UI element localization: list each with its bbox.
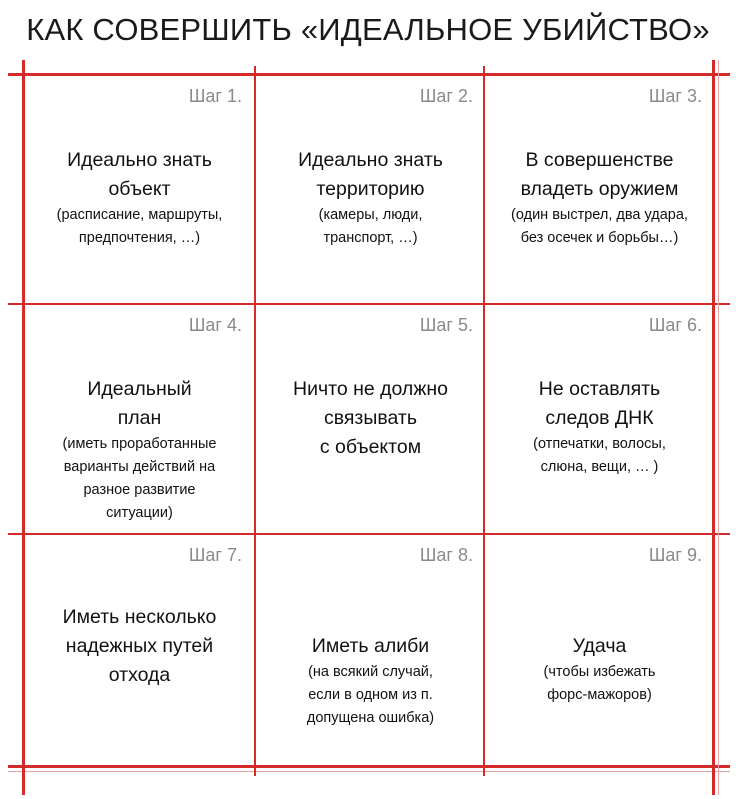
page-title: КАК СОВЕРШИТЬ «ИДЕАЛЬНОЕ УБИЙСТВО» [26, 12, 710, 47]
step-cell [485, 305, 714, 535]
step-heading: Идеальный план [87, 378, 192, 429]
step-note: (расписание, маршруты, предпочтения, …) [56, 207, 223, 246]
step-heading: Удача [572, 635, 627, 657]
step-heading: Ничто не должно связывать с объектом [293, 378, 448, 458]
step-number: Шаг 7. [188, 545, 242, 565]
grid-line-right-faint [718, 60, 719, 795]
grid-line-bottom [8, 765, 730, 768]
step-number: Шаг 6. [648, 315, 702, 335]
step-cell [485, 76, 714, 306]
step-note: (иметь проработанные варианты действий на разное развитие ситуации) [62, 436, 217, 521]
step-heading: Идеально знать территорию [298, 149, 443, 200]
step-heading: Не оставлять следов ДНК [538, 378, 661, 429]
step-note: (чтобы избежать форс-мажоров) [543, 664, 656, 703]
step-number: Шаг 3. [648, 86, 702, 106]
step-note: (на всякий случай, если в одном из п. допущена ошибка) [306, 664, 435, 726]
step-cell [25, 305, 254, 535]
step-number: Шаг 9. [648, 545, 702, 565]
step-number: Шаг 5. [419, 315, 473, 335]
step-cell [25, 76, 254, 306]
step-heading: Идеально знать объект [67, 149, 212, 200]
step-number: Шаг 2. [419, 86, 473, 106]
step-note: (камеры, люди, транспорт, …) [318, 207, 423, 246]
step-cell [25, 535, 254, 765]
step-number: Шаг 4. [188, 315, 242, 335]
grid-line-bottom-faint [8, 771, 730, 772]
step-cell [256, 305, 485, 535]
step-cell [256, 76, 485, 306]
step-number: Шаг 8. [419, 545, 473, 565]
step-heading: Иметь алиби [311, 635, 430, 657]
step-heading: Иметь несколько надежных путей отхода [62, 606, 217, 686]
step-heading: В совершенстве владеть оружием [520, 149, 679, 200]
step-cell [256, 535, 485, 765]
step-note: (отпечатки, волосы, слюна, вещи, … ) [533, 436, 666, 475]
step-note: (один выстрел, два удара, без осечек и борьбы…) [511, 207, 688, 246]
step-number: Шаг 1. [188, 86, 242, 106]
step-cell [485, 535, 714, 765]
